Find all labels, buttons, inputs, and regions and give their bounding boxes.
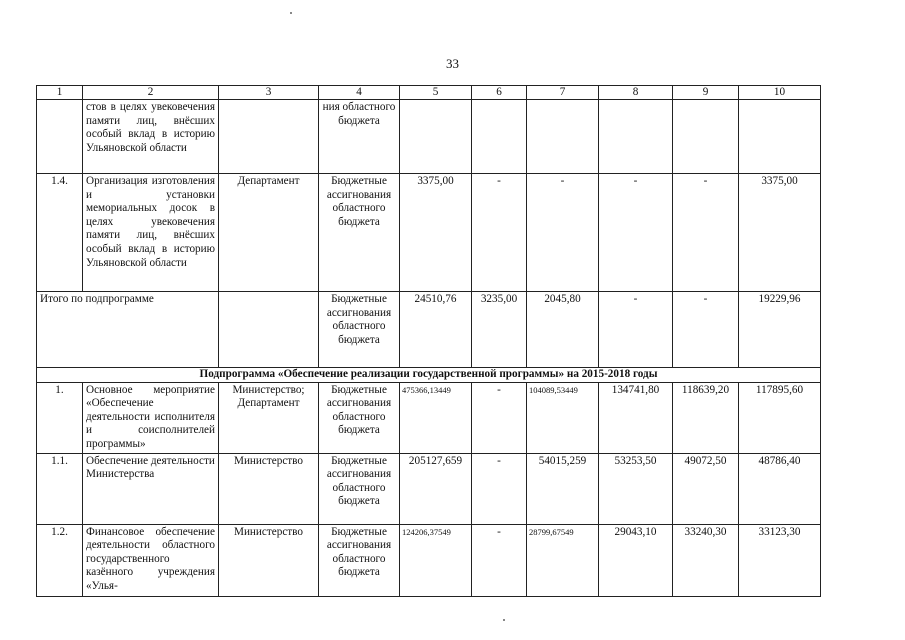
year-2016-cell: 104089,53449 [527,382,599,453]
activity-name-cell: Обеспечение деятельности Министерства [83,453,219,524]
year-2019-cell: 19229,96 [739,292,821,368]
funding-source-cell: Бюджетные ассигнования областного бюджета [319,453,400,524]
funding-source-cell: Бюджетные ассигнования областного бюджета [319,382,400,453]
year-2016-cell: 2045,80 [527,292,599,368]
year-2015-cell: - [472,453,527,524]
year-2019-cell: 33123,30 [739,524,821,596]
year-2015-cell: - [472,524,527,596]
year-2017-cell: - [599,174,673,292]
section-title: Подпрограмма «Обеспечение реализации государственной программы» на 2015-2018 годы [37,368,821,383]
total-cell: 3375,00 [400,174,472,292]
subtotal-label-cell: Итого по подпрограмме [37,292,219,368]
header-cell: 10 [739,86,821,100]
year-2015-cell: - [472,382,527,453]
activity-name-cell: Финансовое обеспечение деятельности областного государственного казённого учреждения «Улья- [83,524,219,596]
scan-speck [503,619,505,621]
header-cell: 8 [599,86,673,100]
header-cell: 2 [83,86,219,100]
row-number-cell [37,100,83,174]
year-2017-cell: 53253,50 [599,453,673,524]
year-2016-cell: 54015,259 [527,453,599,524]
header-cell: 9 [673,86,739,100]
executor-cell: Министерство [219,524,319,596]
year-2017-cell [599,100,673,174]
year-2017-cell: 29043,10 [599,524,673,596]
row-number-cell: 1.1. [37,453,83,524]
year-2016-cell [527,100,599,174]
table-row [37,100,821,174]
budget-table [36,85,821,597]
row-number-cell: 1.4. [37,174,83,292]
executor-cell [219,292,319,368]
table-row [37,174,821,292]
table-row [37,524,821,596]
year-2015-cell: - [472,174,527,292]
year-2015-cell: 3235,00 [472,292,527,368]
total-cell [400,100,472,174]
scan-speck [290,12,292,14]
activity-name-cell: Организация изготовления и установки мемориальных досок в целях увековечения памяти лиц, внёсших особый вклад в историю Ульяновской области [83,174,219,292]
header-cell: 1 [37,86,83,100]
header-cell: 3 [219,86,319,100]
year-2019-cell: 3375,00 [739,174,821,292]
year-2019-cell: 48786,40 [739,453,821,524]
year-2016-cell: - [527,174,599,292]
total-cell: 475366,13449 [400,382,472,453]
year-2019-cell [739,100,821,174]
header-cell: 7 [527,86,599,100]
funding-source-cell: Бюджетные ассигнования областного бюджета [319,292,400,368]
page-number: 33 [446,56,459,71]
activity-name-cell: Основное мероприятие «Обеспечение деятельности исполнителя и соисполнителей программы» [83,382,219,453]
year-2018-cell: 118639,20 [673,382,739,453]
year-2018-cell [673,100,739,174]
year-2019-cell: 117895,60 [739,382,821,453]
section-header-row [37,368,821,383]
total-cell: 124206,37549 [400,524,472,596]
total-cell: 24510,76 [400,292,472,368]
year-2018-cell: - [673,174,739,292]
header-cell: 5 [400,86,472,100]
executor-cell: Департамент [219,174,319,292]
executor-cell [219,100,319,174]
year-2015-cell [472,100,527,174]
row-number-cell: 1. [37,382,83,453]
funding-source-cell: Бюджетные ассигнования областного бюджета [319,524,400,596]
header-cell: 6 [472,86,527,100]
year-2018-cell: - [673,292,739,368]
row-number-cell: 1.2. [37,524,83,596]
executor-cell: Министерство; Департамент [219,382,319,453]
year-2017-cell: - [599,292,673,368]
funding-source-cell: Бюджетные ассигнования областного бюджета [319,174,400,292]
table-row [37,382,821,453]
year-2018-cell: 49072,50 [673,453,739,524]
year-2016-cell: 28799,67549 [527,524,599,596]
column-numbers-row [37,86,821,100]
year-2018-cell: 33240,30 [673,524,739,596]
year-2017-cell: 134741,80 [599,382,673,453]
header-cell: 4 [319,86,400,100]
total-cell: 205127,659 [400,453,472,524]
table-row [37,453,821,524]
subtotal-row [37,292,821,368]
activity-name-cell: стов в целях увековечения памяти лиц, внёсших особый вклад в историю Ульяновской области [83,100,219,174]
executor-cell: Министерство [219,453,319,524]
funding-source-cell: ния областного бюджета [319,100,400,174]
